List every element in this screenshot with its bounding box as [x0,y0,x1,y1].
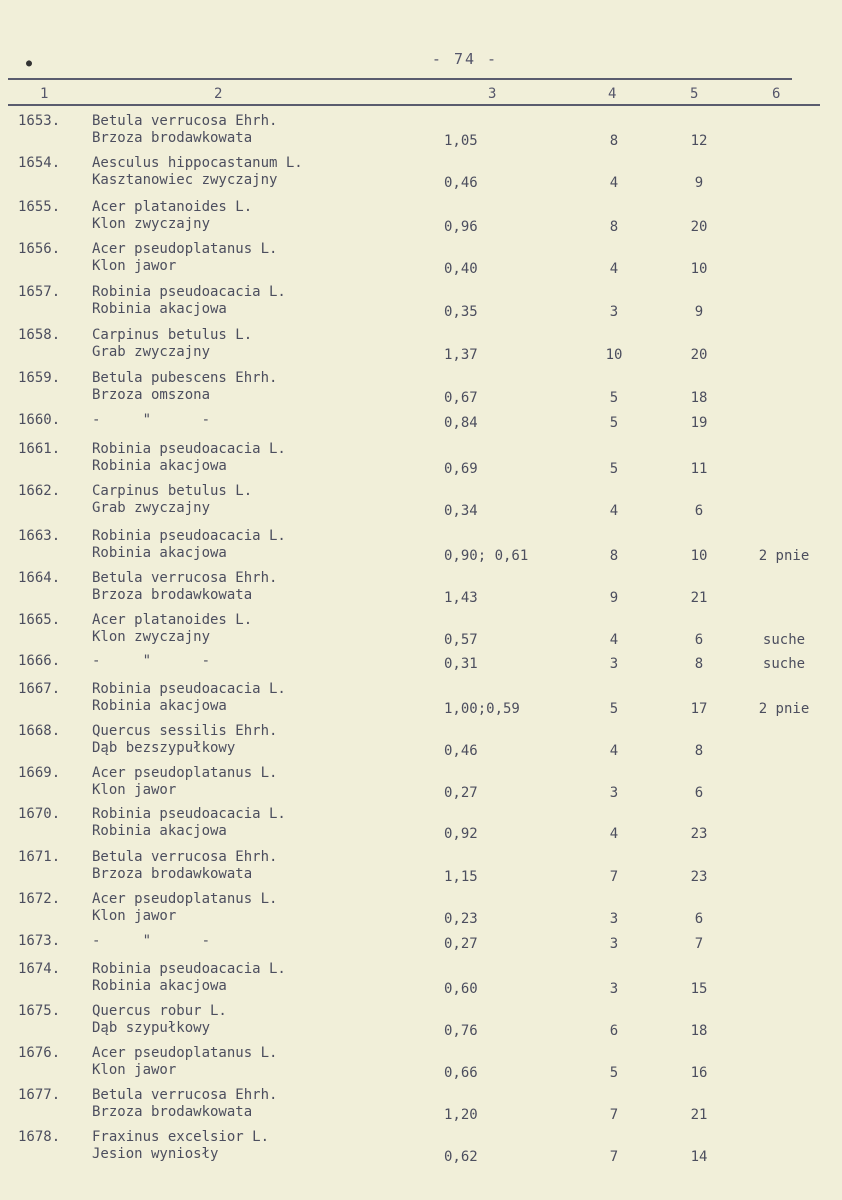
polish-name: Robinia akacjowa [92,301,227,317]
species-names [92,570,277,604]
record-number: 1656. [18,241,61,257]
column-header-5: 5 [690,86,699,102]
col4-value: 4 [609,261,619,277]
record-number: 1665. [18,612,61,628]
col4-value: 5 [609,415,619,431]
species-names [92,806,286,840]
col4-value: 3 [609,304,619,320]
col4-value: 8 [609,219,619,235]
col3-value: 1,05 [444,133,478,149]
col4-value: 7 [609,869,619,885]
table-header-rule [8,104,820,106]
polish-name: Brzoza brodawkowata [92,130,253,146]
latin-name: Quercus robur L. [92,1003,227,1019]
latin-name: Robinia pseudoacacia L. [92,528,286,544]
col3-value: 0,35 [444,304,478,320]
polish-name: Robinia akacjowa [92,823,227,839]
margin-mark: ● [26,58,33,69]
col3-value: 1,20 [444,1107,478,1123]
species-names [92,370,277,404]
col4-value: 10 [605,347,623,363]
latin-name: Betula verrucosa Ehrh. [92,113,278,129]
species-names [92,327,252,361]
col5-value: 19 [690,415,708,431]
col3-value: 1,00;0,59 [444,701,520,717]
species-names [92,113,277,147]
latin-name: Robinia pseudoacacia L. [92,441,286,457]
latin-name: - " - [92,933,211,949]
col3-value: 0,62 [444,1149,478,1165]
col3-value: 1,43 [444,590,478,606]
col4-value: 8 [609,548,619,564]
col3-value: 0,27 [444,936,478,952]
polish-name: Klon zwyczajny [92,216,211,232]
latin-name: - " - [92,653,211,669]
record-number: 1674. [18,961,61,977]
col5-value: 6 [694,503,704,519]
species-names [92,765,277,799]
latin-name: Acer platanoides L. [92,612,253,628]
species-names [92,412,210,429]
polish-name: Klon jawor [92,1062,177,1078]
record-number: 1654. [18,155,61,171]
col3-value: 0,31 [444,656,478,672]
latin-name: Acer pseudoplatanus L. [92,891,278,907]
record-number: 1671. [18,849,61,865]
col3-value: 0,84 [444,415,478,431]
column-header-3: 3 [488,86,497,102]
record-number: 1661. [18,441,61,457]
polish-name: Klon jawor [92,258,177,274]
species-names [92,891,277,925]
record-number: 1653. [18,113,61,129]
latin-name: Betula pubescens Ehrh. [92,370,278,386]
polish-name: Brzoza brodawkowata [92,866,253,882]
record-number: 1677. [18,1087,61,1103]
col5-value: 6 [694,785,704,801]
col5-value: 15 [690,981,708,997]
col3-value: 0,69 [444,461,478,477]
record-number: 1659. [18,370,61,386]
polish-name: Klon jawor [92,782,177,798]
polish-name: Grab zwyczajny [92,344,211,360]
species-names [92,441,286,475]
col5-value: 16 [690,1065,708,1081]
col4-value: 4 [609,632,619,648]
col4-value: 5 [609,390,619,406]
species-names [92,1045,277,1079]
column-header-2: 2 [214,86,223,102]
col4-value: 3 [609,785,619,801]
record-number: 1657. [18,284,61,300]
polish-name: Kasztanowiec zwyczajny [92,172,278,188]
latin-name: Robinia pseudoacacia L. [92,961,286,977]
polish-name: Klon jawor [92,908,177,924]
col3-value: 0,57 [444,632,478,648]
col3-value: 0,66 [444,1065,478,1081]
species-names [92,528,286,562]
col3-value: 0,92 [444,826,478,842]
col4-value: 5 [609,701,619,717]
col5-value: 10 [690,548,708,564]
col5-value: 20 [690,219,708,235]
col4-value: 3 [609,981,619,997]
latin-name: Carpinus betulus L. [92,483,253,499]
col3-value: 0,90; 0,61 [444,548,529,564]
polish-name: Robinia akacjowa [92,698,227,714]
latin-name: Betula verrucosa Ehrh. [92,570,278,586]
col4-value: 6 [609,1023,619,1039]
col5-value: 21 [690,1107,708,1123]
col3-value: 1,15 [444,869,478,885]
col3-value: 0,46 [444,175,478,191]
record-number: 1672. [18,891,61,907]
col3-value: 0,23 [444,911,478,927]
col4-value: 3 [609,656,619,672]
latin-name: Fraxinus excelsior L. [92,1129,270,1145]
col4-value: 3 [609,936,619,952]
col6-note: 2 pnie [758,548,810,564]
col3-value: 0,96 [444,219,478,235]
record-number: 1678. [18,1129,61,1145]
polish-name: Klon zwyczajny [92,629,211,645]
latin-name: Acer pseudoplatanus L. [92,765,278,781]
species-names [92,612,252,646]
col6-note: 2 pnie [758,701,810,717]
col6-note: suche [762,656,806,672]
species-names [92,681,286,715]
latin-name: Robinia pseudoacacia L. [92,681,286,697]
species-names [92,199,252,233]
record-number: 1669. [18,765,61,781]
polish-name: Brzoza omszona [92,387,211,403]
record-number: 1673. [18,933,61,949]
col5-value: 7 [694,936,704,952]
col4-value: 5 [609,1065,619,1081]
record-number: 1676. [18,1045,61,1061]
latin-name: Betula verrucosa Ehrh. [92,849,278,865]
column-header-1: 1 [40,86,49,102]
col3-value: 0,27 [444,785,478,801]
col4-value: 5 [609,461,619,477]
latin-name: Carpinus betulus L. [92,327,253,343]
page-number: - 74 - [431,50,499,68]
col3-value: 1,37 [444,347,478,363]
col3-value: 0,34 [444,503,478,519]
species-names [92,933,210,950]
record-number: 1662. [18,483,61,499]
polish-name: Robinia akacjowa [92,458,227,474]
col4-value: 9 [609,590,619,606]
col5-value: 23 [690,869,708,885]
column-header-4: 4 [608,86,617,102]
col3-value: 0,40 [444,261,478,277]
col4-value: 4 [609,503,619,519]
col4-value: 3 [609,911,619,927]
species-names [92,961,286,995]
record-number: 1663. [18,528,61,544]
col5-value: 18 [690,390,708,406]
col5-value: 11 [690,461,708,477]
species-names [92,155,303,189]
record-number: 1667. [18,681,61,697]
latin-name: Betula verrucosa Ehrh. [92,1087,278,1103]
polish-name: Grab zwyczajny [92,500,211,516]
col5-value: 23 [690,826,708,842]
species-names [92,653,210,670]
record-number: 1655. [18,199,61,215]
col5-value: 20 [690,347,708,363]
record-number: 1668. [18,723,61,739]
col3-value: 0,60 [444,981,478,997]
polish-name: Robinia akacjowa [92,545,227,561]
species-names [92,241,277,275]
col5-value: 21 [690,590,708,606]
col5-value: 6 [694,911,704,927]
col5-value: 14 [690,1149,708,1165]
species-names [92,723,277,757]
record-number: 1666. [18,653,61,669]
species-names [92,849,277,883]
col3-value: 0,76 [444,1023,478,1039]
col6-note: suche [762,632,806,648]
latin-name: Acer pseudoplatanus L. [92,1045,278,1061]
col5-value: 10 [690,261,708,277]
col4-value: 7 [609,1107,619,1123]
col5-value: 6 [694,632,704,648]
col5-value: 18 [690,1023,708,1039]
col4-value: 4 [609,743,619,759]
polish-name: Dąb bezszypułkowy [92,740,236,756]
species-names [92,1129,269,1163]
latin-name: Aesculus hippocastanum L. [92,155,303,171]
latin-name: Acer pseudoplatanus L. [92,241,278,257]
col5-value: 17 [690,701,708,717]
polish-name: Brzoza brodawkowata [92,1104,253,1120]
latin-name: Acer platanoides L. [92,199,253,215]
latin-name: Robinia pseudoacacia L. [92,284,286,300]
record-number: 1658. [18,327,61,343]
table-top-rule [8,78,792,80]
col3-value: 0,46 [444,743,478,759]
polish-name: Robinia akacjowa [92,978,227,994]
species-names [92,483,252,517]
species-names [92,1087,277,1121]
col4-value: 4 [609,175,619,191]
col4-value: 7 [609,1149,619,1165]
col5-value: 9 [694,304,704,320]
species-names [92,284,286,318]
species-names [92,1003,227,1037]
col4-value: 4 [609,826,619,842]
record-number: 1675. [18,1003,61,1019]
record-number: 1670. [18,806,61,822]
polish-name: Dąb szypułkowy [92,1020,211,1036]
record-number: 1664. [18,570,61,586]
latin-name: Robinia pseudoacacia L. [92,806,286,822]
latin-name: - " - [92,412,211,428]
polish-name: Jesion wyniosły [92,1146,219,1162]
col3-value: 0,67 [444,390,478,406]
column-header-6: 6 [772,86,781,102]
record-number: 1660. [18,412,61,428]
col5-value: 8 [694,743,704,759]
polish-name: Brzoza brodawkowata [92,587,253,603]
col5-value: 12 [690,133,708,149]
col5-value: 8 [694,656,704,672]
col4-value: 8 [609,133,619,149]
latin-name: Quercus sessilis Ehrh. [92,723,278,739]
col5-value: 9 [694,175,704,191]
